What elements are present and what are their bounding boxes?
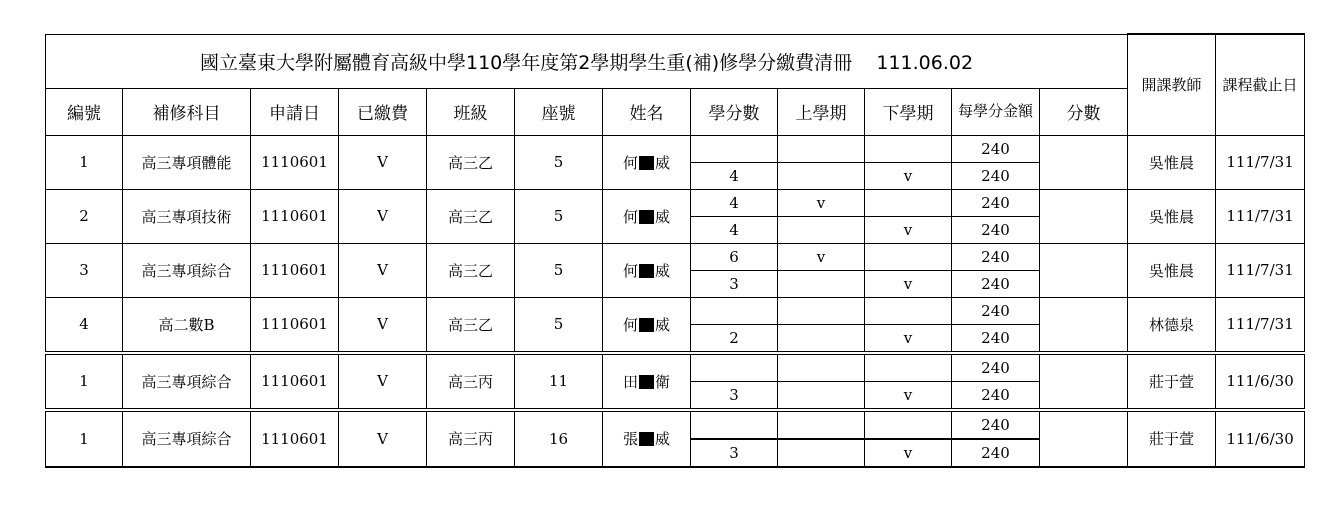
cell-seat: 11 bbox=[515, 353, 603, 410]
cell-fee: 240 bbox=[952, 324, 1040, 353]
cell-second-sem bbox=[865, 189, 952, 216]
cell-second-sem: v bbox=[865, 324, 952, 353]
title-date: 111.06.02 bbox=[876, 51, 974, 74]
cell-paid: V bbox=[339, 189, 427, 243]
cell-subject: 高二數B bbox=[123, 297, 251, 353]
cell-fee: 240 bbox=[952, 243, 1040, 270]
name-first: 張 bbox=[622, 430, 638, 448]
cell-fee: 240 bbox=[952, 297, 1040, 324]
cell-second-sem bbox=[865, 297, 952, 324]
table-row bbox=[46, 135, 1305, 162]
header-no: 編號 bbox=[46, 88, 123, 135]
cell-deadline: 111/7/31 bbox=[1216, 243, 1305, 297]
table-row bbox=[46, 410, 1305, 439]
name-last: 衛 bbox=[655, 372, 671, 391]
cell-second-sem: v bbox=[865, 439, 952, 467]
header-credits: 學分數 bbox=[691, 88, 778, 135]
header-deadline: 課程截止日 bbox=[1216, 34, 1305, 135]
cell-subject: 高三專項綜合 bbox=[123, 353, 251, 410]
cell-credits bbox=[691, 353, 778, 382]
cell-no: 3 bbox=[46, 243, 123, 297]
cell-first-sem: v bbox=[778, 189, 865, 216]
cell-score bbox=[1040, 189, 1128, 243]
name-last: 威 bbox=[655, 261, 671, 280]
cell-subject: 高三專項技術 bbox=[123, 189, 251, 243]
cell-teacher: 吳惟晨 bbox=[1128, 135, 1216, 189]
cell-second-sem bbox=[865, 243, 952, 270]
cell-paid: V bbox=[339, 243, 427, 297]
cell-credits bbox=[691, 410, 778, 439]
fee-register-table bbox=[45, 33, 1305, 468]
cell-first-sem bbox=[778, 410, 865, 439]
name-first: 何 bbox=[622, 153, 638, 172]
cell-credits bbox=[691, 135, 778, 162]
cell-no: 1 bbox=[46, 353, 123, 410]
cell-apply-date: 1110601 bbox=[251, 297, 339, 353]
cell-seat: 5 bbox=[515, 135, 603, 189]
header-fee-per-credit: 每學分金額 bbox=[952, 88, 1040, 135]
cell-name bbox=[603, 135, 691, 189]
cell-class: 高三丙 bbox=[427, 410, 515, 467]
cell-fee: 240 bbox=[952, 410, 1040, 439]
cell-first-sem bbox=[778, 324, 865, 353]
cell-credits: 3 bbox=[691, 270, 778, 297]
cell-score bbox=[1040, 297, 1128, 353]
cell-paid: V bbox=[339, 297, 427, 353]
cell-subject: 高三專項綜合 bbox=[123, 243, 251, 297]
name-last: 威 bbox=[655, 153, 671, 172]
redaction-block bbox=[639, 375, 654, 389]
header-first-sem: 上學期 bbox=[778, 88, 865, 135]
cell-deadline: 111/6/30 bbox=[1216, 353, 1305, 410]
cell-name bbox=[603, 353, 691, 410]
cell-no: 4 bbox=[46, 297, 123, 353]
cell-paid: V bbox=[339, 353, 427, 410]
cell-subject: 高三專項體能 bbox=[123, 135, 251, 189]
cell-apply-date: 1110601 bbox=[251, 353, 339, 410]
page-title bbox=[46, 34, 1128, 88]
cell-class: 高三丙 bbox=[427, 353, 515, 410]
cell-teacher: 莊于萱 bbox=[1128, 410, 1216, 467]
redaction-block bbox=[639, 156, 654, 170]
cell-credits: 6 bbox=[691, 243, 778, 270]
cell-apply-date: 1110601 bbox=[251, 135, 339, 189]
table-row bbox=[46, 189, 1305, 216]
cell-credits: 2 bbox=[691, 324, 778, 353]
header-score: 分數 bbox=[1040, 88, 1128, 135]
cell-fee: 240 bbox=[952, 162, 1040, 189]
name-first: 田 bbox=[622, 372, 638, 391]
cell-apply-date: 1110601 bbox=[251, 243, 339, 297]
cell-first-sem bbox=[778, 439, 865, 467]
cell-first-sem bbox=[778, 216, 865, 243]
cell-first-sem bbox=[778, 270, 865, 297]
cell-credits: 4 bbox=[691, 189, 778, 216]
cell-second-sem bbox=[865, 353, 952, 382]
table-row bbox=[46, 297, 1305, 324]
header-seat: 座號 bbox=[515, 88, 603, 135]
cell-name bbox=[603, 189, 691, 243]
cell-class: 高三乙 bbox=[427, 243, 515, 297]
cell-first-sem bbox=[778, 381, 865, 410]
name-first: 何 bbox=[622, 207, 638, 226]
cell-credits: 4 bbox=[691, 216, 778, 243]
cell-credits: 3 bbox=[691, 381, 778, 410]
cell-score bbox=[1040, 353, 1128, 410]
cell-first-sem: v bbox=[778, 243, 865, 270]
cell-second-sem: v bbox=[865, 381, 952, 410]
cell-seat: 16 bbox=[515, 410, 603, 467]
cell-no: 2 bbox=[46, 189, 123, 243]
redaction-block bbox=[639, 210, 654, 224]
cell-deadline: 111/7/31 bbox=[1216, 189, 1305, 243]
cell-credits: 4 bbox=[691, 162, 778, 189]
table-row bbox=[46, 243, 1305, 270]
cell-apply-date: 1110601 bbox=[251, 410, 339, 467]
cell-class: 高三乙 bbox=[427, 189, 515, 243]
cell-class: 高三乙 bbox=[427, 297, 515, 353]
cell-second-sem: v bbox=[865, 270, 952, 297]
name-last: 威 bbox=[655, 315, 671, 334]
cell-fee: 240 bbox=[952, 216, 1040, 243]
cell-fee: 240 bbox=[952, 189, 1040, 216]
header-name: 姓名 bbox=[603, 88, 691, 135]
cell-teacher: 林德泉 bbox=[1128, 297, 1216, 353]
redaction-block bbox=[639, 264, 654, 278]
cell-first-sem bbox=[778, 135, 865, 162]
cell-first-sem bbox=[778, 162, 865, 189]
cell-second-sem: v bbox=[865, 162, 952, 189]
cell-score bbox=[1040, 243, 1128, 297]
cell-name bbox=[603, 410, 691, 467]
header-apply-date: 申請日 bbox=[251, 88, 339, 135]
redaction-block bbox=[639, 318, 654, 332]
header-teacher: 開課教師 bbox=[1128, 34, 1216, 135]
cell-second-sem bbox=[865, 410, 952, 439]
cell-paid: V bbox=[339, 410, 427, 467]
cell-second-sem: v bbox=[865, 216, 952, 243]
title-text: 國立臺東大學附屬體育高級中學110學年度第2學期學生重(補)修學分繳費清冊 bbox=[200, 51, 853, 74]
cell-fee: 240 bbox=[952, 135, 1040, 162]
cell-teacher: 吳惟晨 bbox=[1128, 189, 1216, 243]
header-paid: 已繳費 bbox=[339, 88, 427, 135]
header-subject: 補修科目 bbox=[123, 88, 251, 135]
cell-subject: 高三專項綜合 bbox=[123, 410, 251, 467]
header-class: 班級 bbox=[427, 88, 515, 135]
cell-fee: 240 bbox=[952, 270, 1040, 297]
cell-fee: 240 bbox=[952, 353, 1040, 382]
cell-score bbox=[1040, 410, 1128, 467]
header-second-sem: 下學期 bbox=[865, 88, 952, 135]
cell-teacher: 吳惟晨 bbox=[1128, 243, 1216, 297]
cell-deadline: 111/7/31 bbox=[1216, 135, 1305, 189]
name-last: 威 bbox=[655, 207, 671, 226]
cell-name bbox=[603, 297, 691, 353]
cell-credits bbox=[691, 297, 778, 324]
cell-first-sem bbox=[778, 353, 865, 382]
redaction-block bbox=[639, 432, 654, 446]
cell-seat: 5 bbox=[515, 189, 603, 243]
cell-deadline: 111/6/30 bbox=[1216, 410, 1305, 467]
cell-deadline: 111/7/31 bbox=[1216, 297, 1305, 353]
cell-no: 1 bbox=[46, 135, 123, 189]
cell-fee: 240 bbox=[952, 439, 1040, 467]
cell-fee: 240 bbox=[952, 381, 1040, 410]
cell-seat: 5 bbox=[515, 243, 603, 297]
cell-no: 1 bbox=[46, 410, 123, 467]
cell-seat: 5 bbox=[515, 297, 603, 353]
cell-score bbox=[1040, 135, 1128, 189]
cell-credits: 3 bbox=[691, 439, 778, 467]
table-row bbox=[46, 353, 1305, 382]
cell-paid: V bbox=[339, 135, 427, 189]
cell-class: 高三乙 bbox=[427, 135, 515, 189]
name-first: 何 bbox=[622, 261, 638, 280]
cell-second-sem bbox=[865, 135, 952, 162]
cell-teacher: 莊于萱 bbox=[1128, 353, 1216, 410]
name-last: 威 bbox=[655, 430, 671, 448]
cell-apply-date: 1110601 bbox=[251, 189, 339, 243]
name-first: 何 bbox=[622, 315, 638, 334]
cell-name bbox=[603, 243, 691, 297]
cell-first-sem bbox=[778, 297, 865, 324]
